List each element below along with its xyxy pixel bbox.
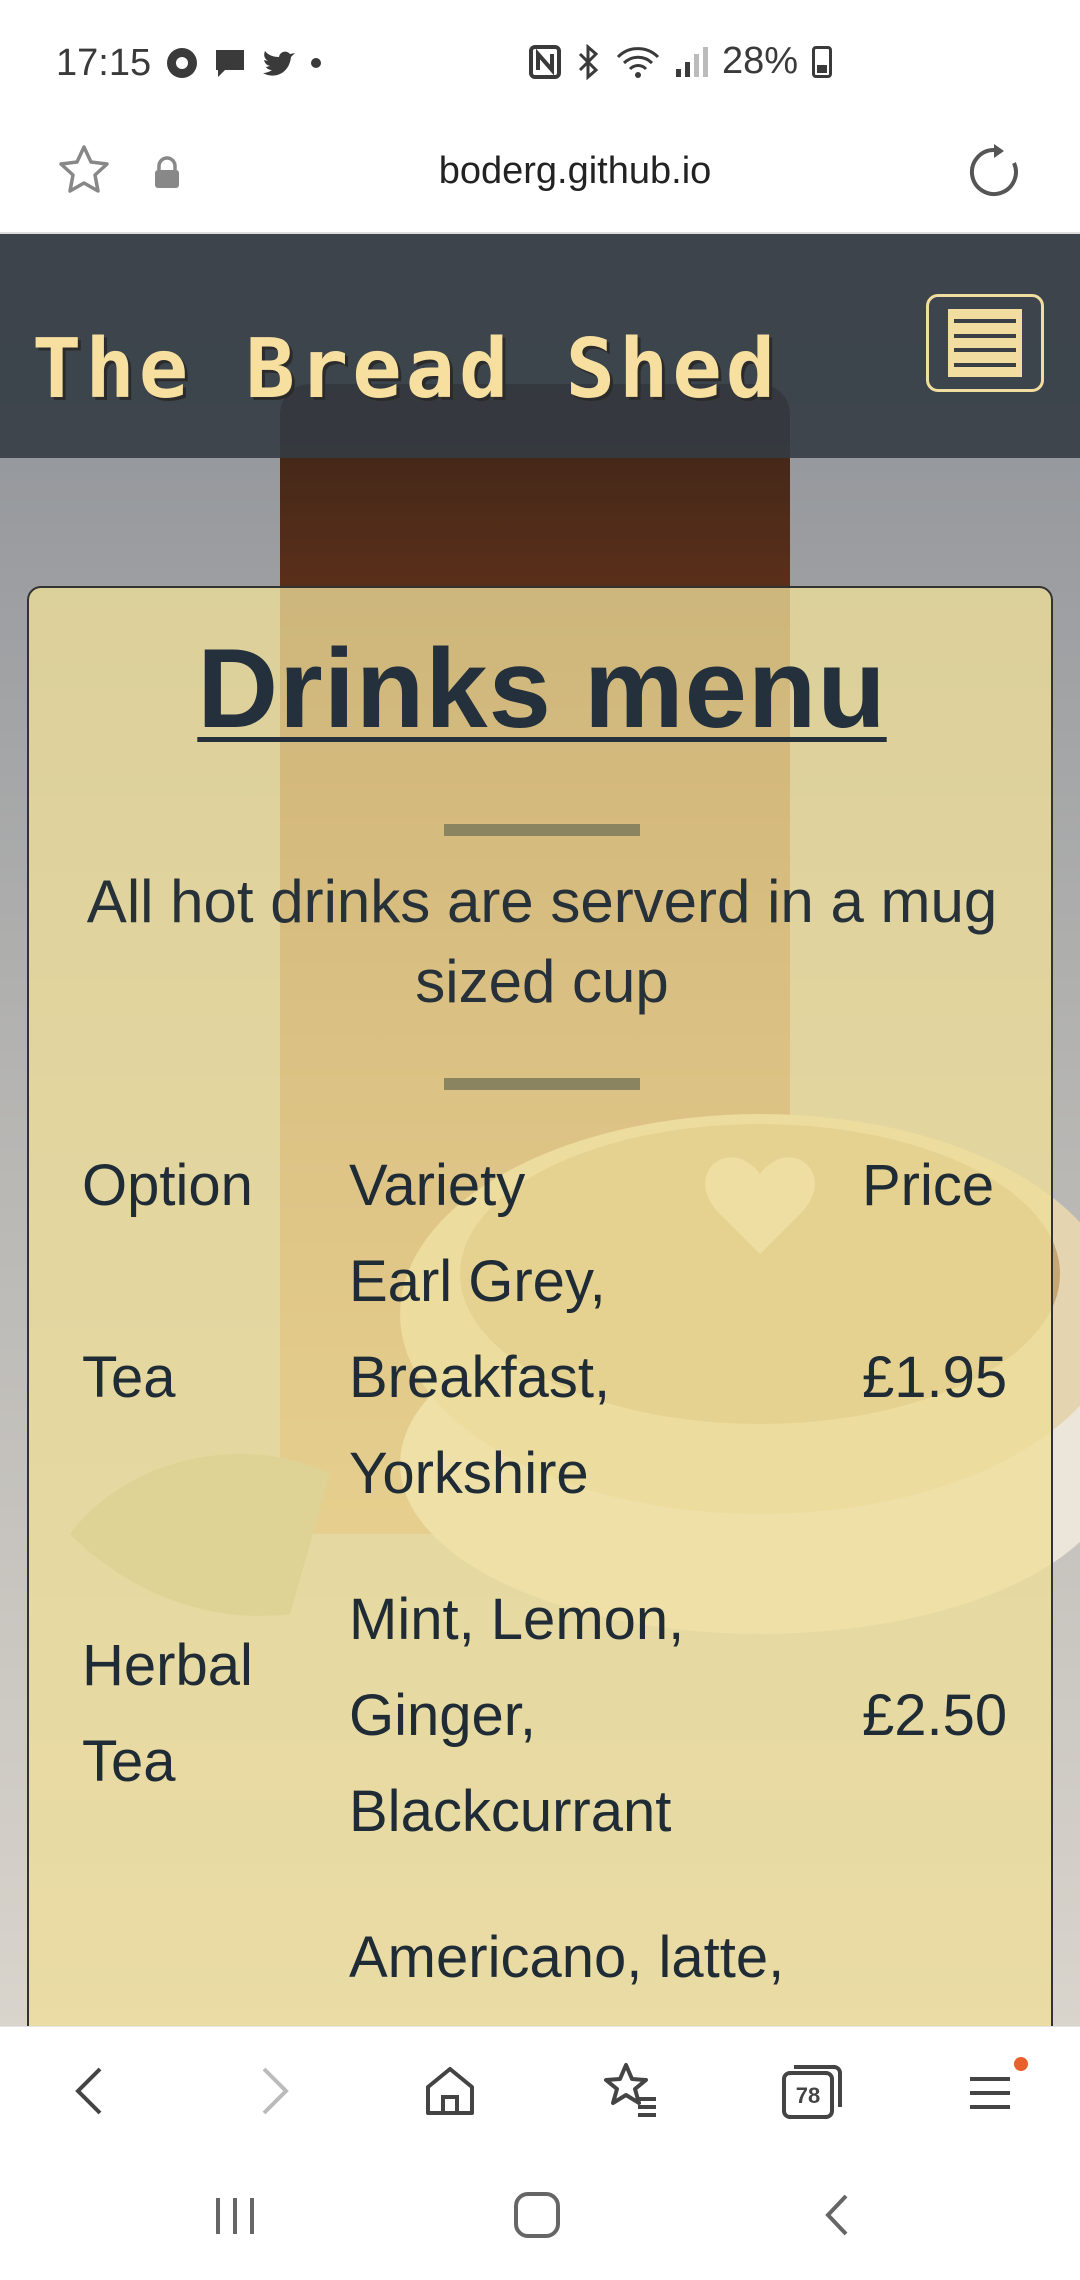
table-row: Herbal Tea [82, 1618, 253, 1810]
bookmarks-icon[interactable] [598, 2059, 662, 2123]
header-option: Option [82, 1153, 253, 1218]
hamburger-icon [948, 309, 1022, 377]
bluetooth-icon [576, 44, 602, 80]
menu-note: All hot drinks are serverd in a mug sized cup [86, 868, 998, 1015]
drinks-menu-card [27, 586, 1053, 2026]
clock: 17:15 [56, 42, 152, 84]
web-page [0, 234, 1080, 2026]
home-icon[interactable] [420, 2059, 480, 2123]
site-title[interactable]: The Bread Shed [32, 322, 780, 417]
browser-menu-button[interactable] [964, 2059, 1028, 2123]
tabs-button[interactable] [778, 2059, 846, 2123]
row-option: Tea [82, 1345, 176, 1410]
header-variety: Variety [349, 1153, 526, 1218]
row-price: £1.95 [862, 1345, 1008, 1410]
divider-bottom [444, 1078, 640, 1090]
table-row [82, 1330, 176, 1426]
hamburger-menu-button[interactable] [926, 294, 1044, 392]
wifi-icon [616, 45, 660, 79]
reload-icon[interactable] [964, 142, 1024, 202]
status-bar [0, 0, 1080, 120]
notification-icons [165, 46, 321, 80]
battery-icon [812, 46, 832, 78]
browser-url-bar [0, 120, 1080, 234]
twitter-icon [261, 47, 297, 79]
row-option: Herbal [82, 1633, 253, 1698]
system-back-icon[interactable] [818, 2192, 858, 2238]
chat-icon [213, 46, 247, 80]
battery-percent: 28% [722, 40, 799, 82]
menu-title: Drinks menu [197, 626, 887, 751]
site-header [0, 234, 1080, 458]
header-price: Price [862, 1153, 995, 1218]
recent-apps-icon[interactable] [210, 2194, 260, 2238]
system-navigation-bar [0, 2154, 1080, 2280]
back-icon[interactable] [64, 2059, 120, 2123]
browser-bottom-toolbar [0, 2026, 1080, 2155]
row-variety: Earl Grey, Breakfast, Yorkshire [349, 1249, 611, 1506]
row-variety: Mint, Lemon, Ginger, Blackcurrant [349, 1587, 685, 1844]
forward-icon[interactable] [244, 2059, 300, 2123]
tab-count: 78 [795, 2083, 821, 2108]
signal-icon [674, 45, 708, 79]
row-price: £2.50 [862, 1683, 1008, 1748]
url-text[interactable]: boderg.github.io [438, 150, 712, 192]
home-button-icon[interactable] [512, 2190, 562, 2240]
divider-top [444, 824, 640, 836]
chrome-icon [165, 46, 199, 80]
more-notifications-dot [311, 58, 321, 68]
row-variety: Americano, latte, [349, 1925, 785, 1990]
notification-dot [1014, 2057, 1028, 2071]
nfc-icon [528, 44, 562, 80]
